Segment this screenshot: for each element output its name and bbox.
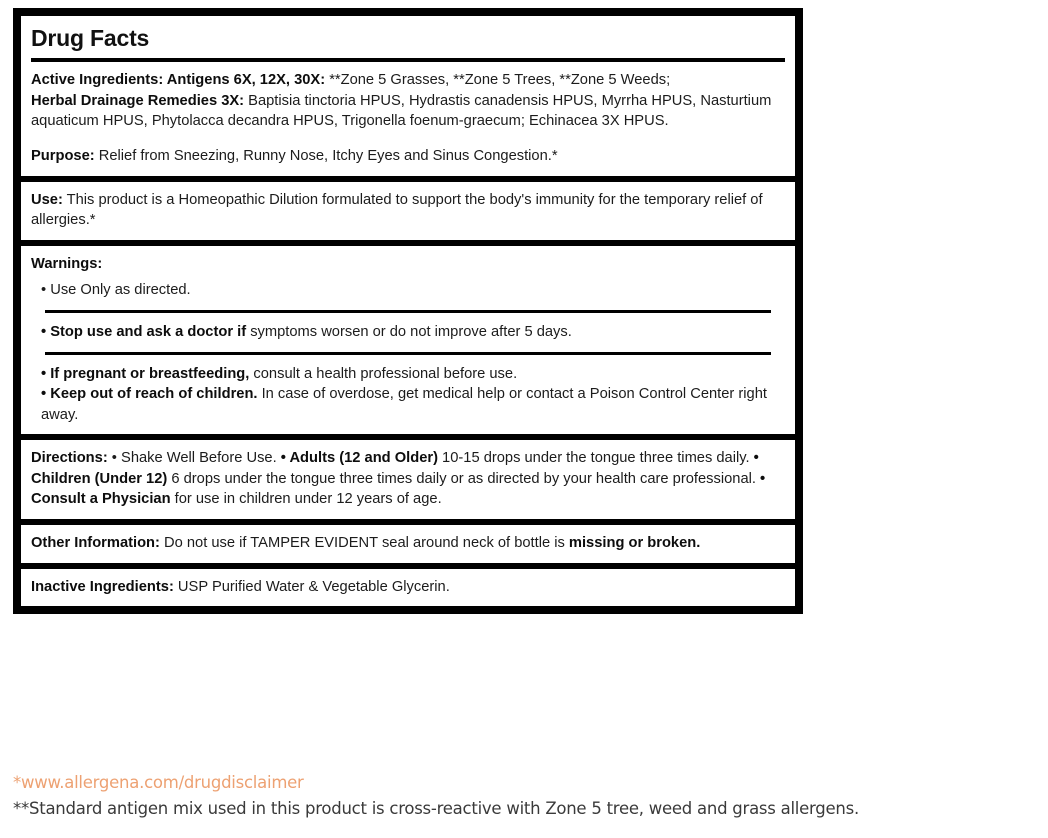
inactive-ingredients-value: USP Purified Water & Vegetable Glycerin. <box>173 578 450 595</box>
active-ingredients-value: **Zone 5 Grasses, **Zone 5 Trees, **Zone 5 Weeds; <box>325 72 671 89</box>
drug-facts-panel <box>13 8 803 614</box>
drug-facts-inner <box>21 16 795 606</box>
directions-text-1: • Shake Well Before Use. <box>107 450 281 467</box>
purpose-line <box>31 146 785 167</box>
warnings-heading: Warnings: <box>31 255 103 272</box>
directions-line <box>31 448 785 510</box>
warnings-group-3 <box>31 364 785 426</box>
drug-disclaimer-link[interactable]: *www.allergena.com/drugdisclaimer <box>13 773 304 792</box>
purpose-label: Purpose: <box>31 148 95 165</box>
directions-children-label: • Children (Under 12) <box>31 450 759 487</box>
section-active-ingredients <box>21 62 795 175</box>
directions-text-4: for use in children under 12 years of age. <box>170 491 442 508</box>
inactive-ingredients-label: Inactive Ingredients: <box>31 578 174 595</box>
active-ingredients-line-1 <box>31 70 785 91</box>
warning-item-bold: • Keep out of reach of children. <box>41 386 258 403</box>
warnings-group-1 <box>31 280 785 301</box>
directions-text-3: 6 drops under the tongue three times daily or as directed by your health care professional. <box>167 470 761 487</box>
footnotes <box>13 770 1043 821</box>
active-ingredients-label: Active Ingredients: Antigens 6X, 12X, 30X: <box>31 72 326 89</box>
other-information-text-bold: missing or broken. <box>568 534 701 551</box>
warning-item-bold: • Stop use and ask a doctor if <box>41 323 247 340</box>
page-title: Drug Facts <box>31 25 150 51</box>
herbal-drainage-line <box>31 91 785 132</box>
section-inactive-ingredients <box>21 569 795 607</box>
warning-item-bold: • If pregnant or breastfeeding, <box>41 365 250 382</box>
inactive-ingredients-line <box>31 577 785 598</box>
warning-item <box>31 322 785 343</box>
section-use <box>21 182 795 240</box>
section-warnings <box>21 246 795 434</box>
use-line <box>31 190 785 231</box>
section-directions <box>21 440 795 519</box>
warning-item-text: In case of overdose, get medical help or contact a Poison Control Center right away. <box>41 386 767 423</box>
drug-facts-title-block <box>21 16 795 62</box>
warning-item <box>31 364 785 385</box>
warning-item <box>31 384 785 425</box>
other-information-text: Do not use if TAMPER EVIDENT seal around neck of bottle is <box>159 534 569 551</box>
warning-item: • Use Only as directed. <box>41 282 191 299</box>
herbal-drainage-value: Baptisia tinctoria HPUS, Hydrastis canadensis HPUS, Myrrha HPUS, Nasturtium aquaticum HPUS, Phytolacca decandra HPUS, Trigonella foenum-graecum; Echinacea 3X HPUS. <box>31 92 772 130</box>
directions-adults-label: • Adults (12 and Older) <box>280 450 438 467</box>
warning-item-text: symptoms worsen or do not improve after 5 days. <box>246 323 572 340</box>
warnings-divider <box>45 352 771 355</box>
directions-text-2: 10-15 drops under the tongue three times daily. <box>437 450 754 467</box>
warnings-divider <box>45 310 771 313</box>
purpose-value: Relief from Sneezing, Runny Nose, Itchy Eyes and Sinus Congestion.* <box>94 148 558 165</box>
directions-label: Directions: <box>31 450 108 467</box>
herbal-drainage-label: Herbal Drainage Remedies 3X: <box>31 92 245 109</box>
section-other-information <box>21 525 795 563</box>
use-value: This product is a Homeopathic Dilution formulated to support the body's immunity for the temporary relief of allergies.* <box>31 191 763 229</box>
other-information-line <box>31 533 785 554</box>
warnings-group-2 <box>31 322 785 343</box>
warning-item-text: consult a health professional before use. <box>249 365 518 382</box>
directions-consult-label: • Consult a Physician <box>31 470 766 508</box>
use-label: Use: <box>31 191 63 208</box>
other-information-label: Other Information: <box>31 534 160 551</box>
antigen-cross-reactivity-note: **Standard antigen mix used in this product is cross-reactive with Zone 5 tree, weed and grass allergens. <box>13 798 859 818</box>
